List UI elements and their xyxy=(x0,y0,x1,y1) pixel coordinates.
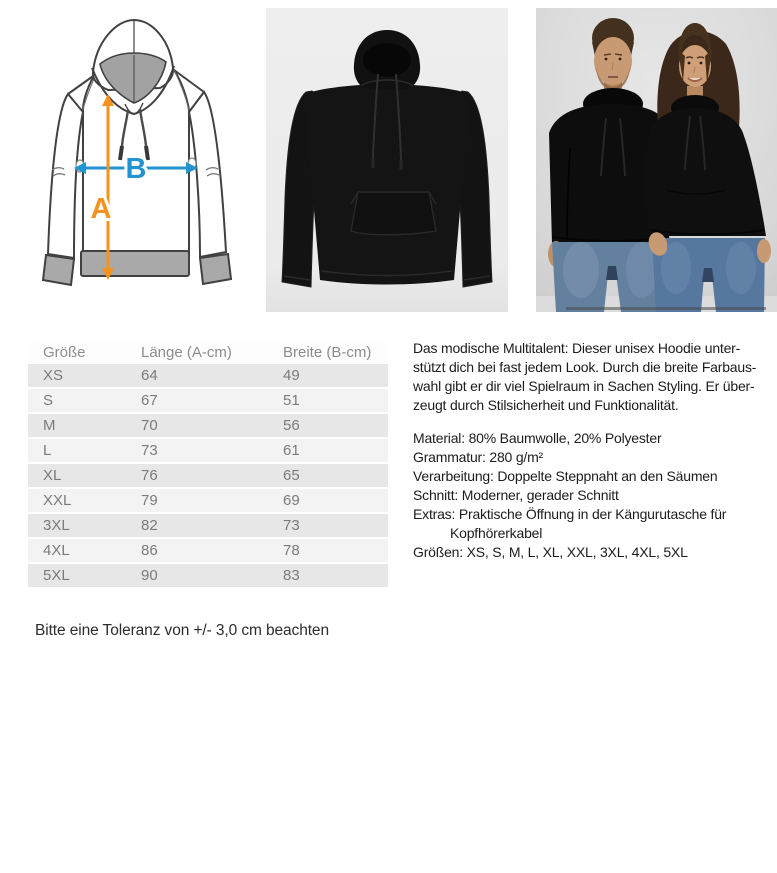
description-line: zeugt durch Stilsicherheit und Funktionalität. xyxy=(413,397,679,413)
size-row xyxy=(28,364,388,389)
size-diagram-image[interactable] xyxy=(24,6,256,308)
size-cell: 79 xyxy=(126,489,268,514)
size-cell: 90 xyxy=(126,564,268,589)
size-cell: M xyxy=(28,414,126,439)
black-hoodie-photo xyxy=(266,8,508,312)
size-cell: 82 xyxy=(126,514,268,539)
product-photo[interactable] xyxy=(266,8,508,312)
size-cell: S xyxy=(28,389,126,414)
size-cell: 70 xyxy=(126,414,268,439)
product-description xyxy=(413,339,777,562)
size-cell: 61 xyxy=(268,439,388,464)
size-cell: 73 xyxy=(268,514,388,539)
couple-wearing-hoodies-photo xyxy=(536,8,777,312)
size-table xyxy=(28,342,388,589)
models-photo[interactable] xyxy=(536,8,777,312)
width-label-b: B xyxy=(125,153,147,185)
size-row xyxy=(28,439,388,464)
torso xyxy=(304,84,470,284)
description-line: Das modische Multitalent: Dieser unisex Hoodie unter- xyxy=(413,340,741,356)
size-cell: 64 xyxy=(126,364,268,389)
hoodie-line-drawing xyxy=(24,6,256,308)
spec-verarbeitung: Verarbeitung: Doppelte Steppnaht an den Säumen xyxy=(413,468,718,484)
product-specs xyxy=(413,429,777,562)
waistband xyxy=(81,251,189,276)
size-row xyxy=(28,489,388,514)
spec-extras: Extras: Praktische Öffnung in der Kängurutasche für xyxy=(413,506,727,522)
size-cell: 56 xyxy=(268,414,388,439)
size-cell: 73 xyxy=(126,439,268,464)
column-header-length: Länge (A-cm) xyxy=(126,342,268,364)
size-cell: XS xyxy=(28,364,126,389)
size-cell: 67 xyxy=(126,389,268,414)
size-cell: 65 xyxy=(268,464,388,489)
size-cell: 83 xyxy=(268,564,388,589)
size-cell: 49 xyxy=(268,364,388,389)
spec-schnitt: Schnitt: Moderner, gerader Schnitt xyxy=(413,487,619,503)
size-cell: 3XL xyxy=(28,514,126,539)
size-cell: 51 xyxy=(268,389,388,414)
column-header-size: Größe xyxy=(28,342,126,364)
right-sleeve xyxy=(189,92,226,257)
hood-opening xyxy=(363,43,411,77)
description-line: wahl gibt er dir viel Spielraum in Sachen Styling. Er über- xyxy=(413,378,755,394)
size-cell: L xyxy=(28,439,126,464)
size-cell: 4XL xyxy=(28,539,126,564)
column-header-width: Breite (B-cm) xyxy=(268,342,388,364)
kangaroo-pocket xyxy=(351,192,436,235)
size-cell: 5XL xyxy=(28,564,126,589)
backdrop-edge xyxy=(566,307,766,310)
description-line: stützt dich bei fast jedem Look. Durch die breite Farbaus- xyxy=(413,359,757,375)
spec-material: Material: 80% Baumwolle, 20% Polyester xyxy=(413,430,662,446)
right-cuff xyxy=(200,254,231,284)
spec-groessen: Größen: XS, S, M, L, XL, XXL, 3XL, 4XL, 5XL xyxy=(413,544,688,560)
size-cell: XL xyxy=(28,464,126,489)
size-cell: 86 xyxy=(126,539,268,564)
size-cell: 69 xyxy=(268,489,388,514)
size-cell: 76 xyxy=(126,464,268,489)
size-row xyxy=(28,414,388,439)
tolerance-note: Bitte eine Toleranz von +/- 3,0 cm beachten xyxy=(35,622,329,639)
spec-grammatur: Grammatur: 280 g/m² xyxy=(413,449,544,465)
woman-hand xyxy=(757,239,771,263)
size-row xyxy=(28,464,388,489)
size-table-header-row xyxy=(28,342,388,364)
size-cell: 78 xyxy=(268,539,388,564)
drawstring-aglet xyxy=(120,146,122,160)
size-row xyxy=(28,514,388,539)
description-intro xyxy=(413,339,777,415)
size-row xyxy=(28,564,388,589)
left-cuff xyxy=(43,255,74,285)
size-cell: XXL xyxy=(28,489,126,514)
length-label-a: A xyxy=(90,193,112,225)
size-row xyxy=(28,389,388,414)
size-row xyxy=(28,539,388,564)
spec-extras-continued: Kopfhörerkabel xyxy=(450,525,543,541)
